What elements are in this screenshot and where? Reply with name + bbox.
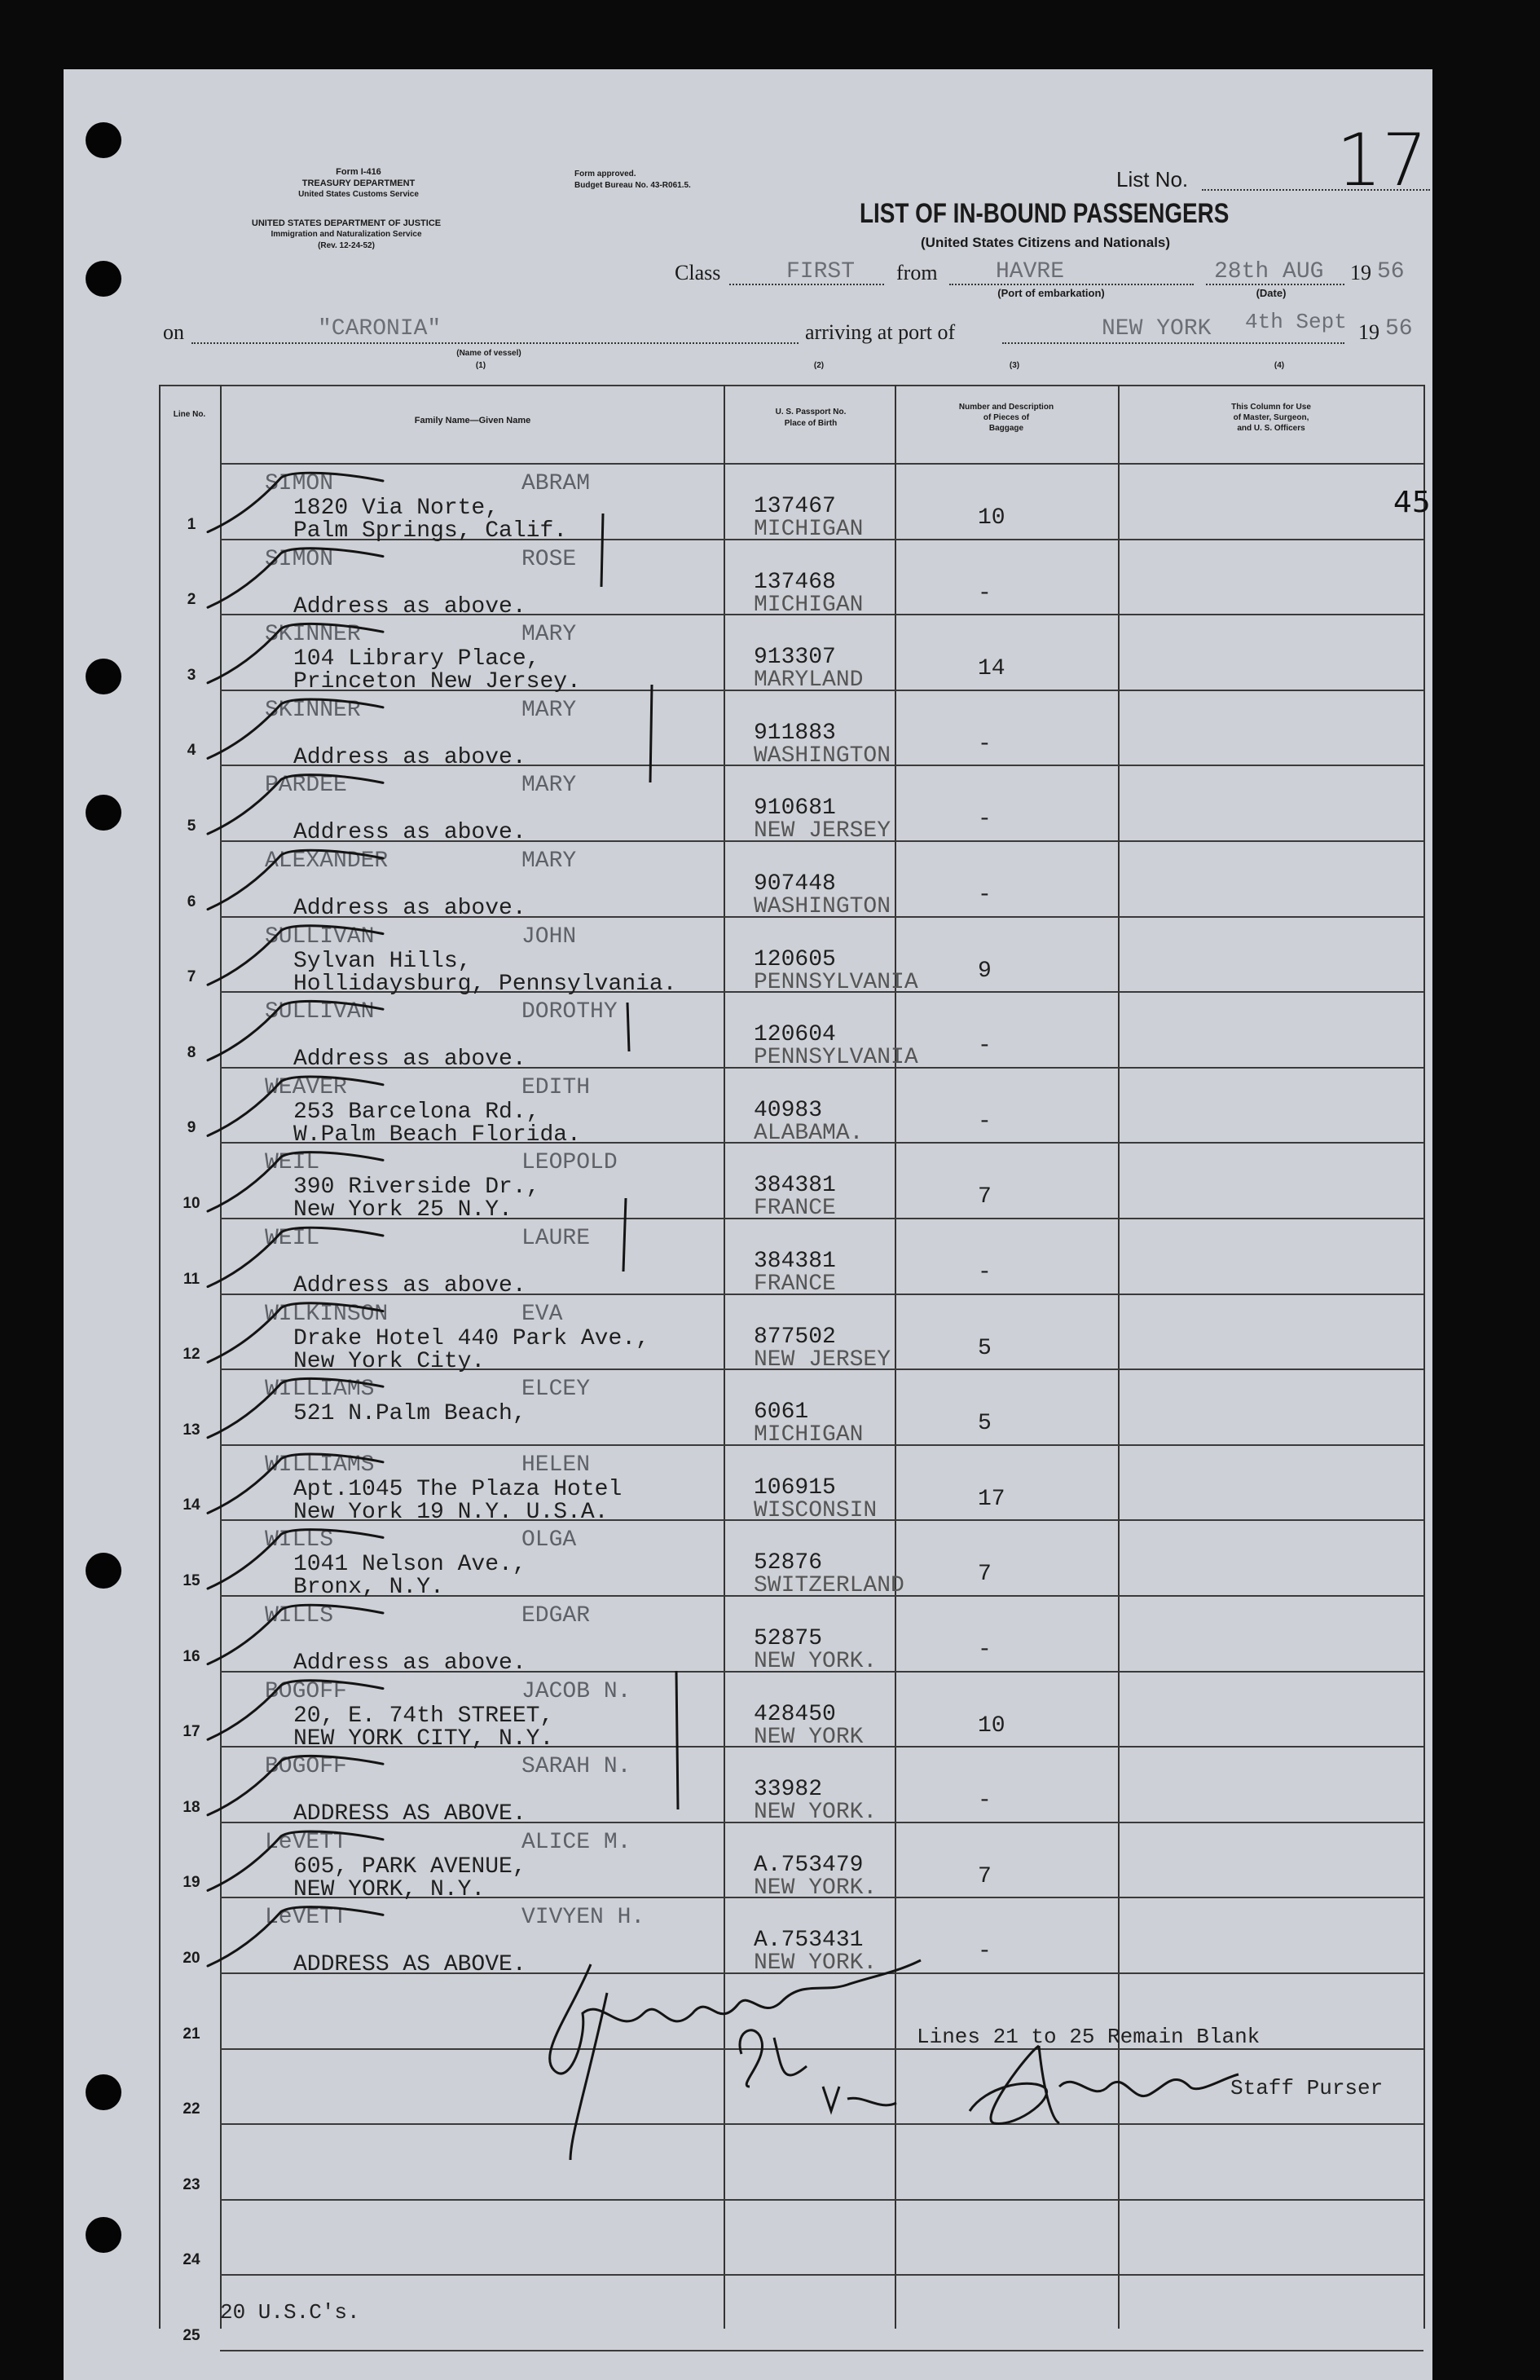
baggage-count: - <box>978 1939 992 1965</box>
line-no-divider <box>220 385 222 2329</box>
date-year-value: 56 <box>1377 259 1405 284</box>
place-of-birth: WASHINGTON <box>754 894 891 919</box>
place-of-birth: MICHIGAN <box>754 1422 864 1448</box>
address-line-2: Address as above. <box>293 593 526 619</box>
address-line-2: Address as above. <box>293 1047 526 1073</box>
from-label: from <box>896 261 938 284</box>
arrival-port: NEW YORK <box>1102 316 1212 342</box>
given-name: JOHN <box>521 923 577 950</box>
family-name: WILLS <box>265 1603 334 1629</box>
header-baggage-3: Baggage <box>988 424 1024 433</box>
justice-dept: UNITED STATES DEPARTMENT OF JUSTICE <box>251 218 442 228</box>
address-line-2: ADDRESS AS ABOVE. <box>293 1952 526 1978</box>
date-value: 28th AUG <box>1214 259 1324 284</box>
line-number: 6 <box>187 892 196 910</box>
customs-service: United States Customs Service <box>298 190 419 199</box>
baggage-count: 5 <box>978 1335 992 1361</box>
baggage-count: - <box>978 580 992 606</box>
baggage-count: - <box>978 1108 992 1135</box>
col3-caption: (3) <box>1009 361 1020 370</box>
family-name: SKINNER <box>265 622 361 648</box>
passport-number: 877502 <box>754 1324 836 1350</box>
family-name: LeVETT <box>265 1905 347 1931</box>
baggage-count: 10 <box>978 1712 1005 1739</box>
place-of-birth: NEW YORK. <box>754 1800 878 1826</box>
family-name: WILLIAMS <box>265 1377 375 1403</box>
line-number: 15 <box>183 1572 200 1589</box>
baggage-count: 7 <box>978 1184 992 1210</box>
given-name: ABRAM <box>521 471 591 496</box>
line-number: 20 <box>183 1950 200 1967</box>
place-of-birth: FRANCE <box>754 1196 836 1222</box>
family-name: SULLIVAN <box>265 999 375 1025</box>
passport-number: 106915 <box>754 1474 836 1501</box>
family-name: ALEXANDER <box>265 848 389 874</box>
form-id: Form I-416 <box>336 167 381 177</box>
list-no-handwritten: 17 <box>1336 118 1428 202</box>
given-name: JACOB N. <box>521 1678 631 1704</box>
binder-hole <box>86 1553 121 1589</box>
given-name: EDGAR <box>521 1603 591 1629</box>
place-of-birth: MICHIGAN <box>754 517 864 542</box>
total-count: 20 U.S.C's. <box>220 2300 360 2325</box>
address-line-2: Address as above. <box>293 820 526 846</box>
address-line-1: 521 N.Palm Beach, <box>293 1401 526 1427</box>
binder-hole <box>86 795 121 831</box>
address-line-2: Address as above. <box>293 896 526 921</box>
vessel-line <box>191 342 799 344</box>
address-line-2: W.Palm Beach Florida. <box>293 1122 581 1148</box>
col4-caption: (4) <box>1274 361 1285 370</box>
from-value: HAVRE <box>996 259 1065 284</box>
given-name: LEOPOLD <box>521 1150 618 1176</box>
address-line-1: 1041 Nelson Ave., <box>293 1552 526 1578</box>
given-name: ELCEY <box>521 1377 591 1403</box>
passport-number: 428450 <box>754 1701 836 1727</box>
baggage-count: 5 <box>978 1411 992 1437</box>
line-number: 24 <box>183 2251 200 2269</box>
given-name: MARY <box>521 773 577 799</box>
row-line <box>220 2350 1423 2351</box>
place-of-birth: WISCONSIN <box>754 1497 878 1523</box>
col1-caption: (1) <box>475 361 486 370</box>
passport-number: 120604 <box>754 1022 836 1048</box>
line-number: 3 <box>187 666 196 684</box>
address-line-2: Palm Springs, Calif. <box>293 518 568 544</box>
header-officers-1: This Column for Use <box>1231 403 1311 412</box>
place-of-birth: NEW JERSEY <box>754 1346 891 1373</box>
passport-col-divider <box>895 385 896 2329</box>
family-name: SKINNER <box>265 697 361 723</box>
family-name: BOGOFF <box>265 1754 347 1780</box>
budget-bureau: Budget Bureau No. 43-R061.5. <box>574 181 691 190</box>
place-of-birth: NEW JERSEY <box>754 818 891 844</box>
line-number: 10 <box>183 1195 200 1212</box>
baggage-count: 7 <box>978 1562 992 1588</box>
name-col-divider <box>724 385 725 2329</box>
address-line-1: 605, PARK AVENUE, <box>293 1853 526 1880</box>
header-line-no: Line No. <box>173 410 206 419</box>
table-top-border <box>159 385 1423 386</box>
header-baggage-2: of Pieces of <box>983 413 1030 422</box>
baggage-count: - <box>978 1034 992 1060</box>
line-number: 21 <box>183 2025 200 2043</box>
binder-hole <box>86 2217 121 2253</box>
line-number: 12 <box>183 1346 200 1364</box>
vessel-name: "CARONIA" <box>318 316 442 342</box>
given-name: SARAH N. <box>521 1754 631 1780</box>
place-of-birth: NEW YORK. <box>754 1875 878 1901</box>
header-name: Family Name—Given Name <box>414 416 531 425</box>
row-line <box>220 2123 1423 2125</box>
line-number: 13 <box>183 1421 200 1439</box>
header-officers-3: and U. S. Officers <box>1237 424 1305 433</box>
given-name: MARY <box>521 848 577 874</box>
place-of-birth: FRANCE <box>754 1272 836 1297</box>
baggage-count: - <box>978 1637 992 1663</box>
family-name: WILKINSON <box>265 1301 389 1327</box>
binder-hole <box>86 122 121 158</box>
line-number: 11 <box>183 1270 200 1288</box>
place-of-birth: WASHINGTON <box>754 743 891 769</box>
line-number: 19 <box>183 1874 200 1892</box>
given-name: ROSE <box>521 546 577 572</box>
family-name: SULLIVAN <box>265 923 375 950</box>
baggage-count: 17 <box>978 1486 1005 1512</box>
passport-number: 137467 <box>754 494 836 519</box>
baggage-count: 10 <box>978 505 1005 531</box>
address-line-1: Apt.1045 The Plaza Hotel <box>293 1476 623 1502</box>
baggage-count: - <box>978 731 992 757</box>
count-handwritten: 45 <box>1393 486 1431 519</box>
form-subtitle: (United States Citizens and Nationals) <box>921 235 1171 250</box>
port-embarkation-caption: (Port of embarkation) <box>997 287 1105 299</box>
from-line <box>949 284 1194 285</box>
place-of-birth: SWITZERLAND <box>754 1573 904 1599</box>
address-line-2: Address as above. <box>293 1273 526 1298</box>
arrival-year-prefix: 19 <box>1358 320 1379 344</box>
baggage-count: - <box>978 1788 992 1814</box>
address-line-2: ADDRESS AS ABOVE. <box>293 1801 526 1827</box>
line-number: 17 <box>183 1723 200 1741</box>
header-officers-2: of Master, Surgeon, <box>1233 413 1309 422</box>
address-line-2: Bronx, N.Y. <box>293 1575 444 1601</box>
line-number: 25 <box>183 2327 200 2344</box>
arrival-line <box>1002 342 1344 344</box>
address-line-2: Address as above. <box>293 744 526 770</box>
family-name: LeVETT <box>265 1829 347 1855</box>
given-name: MARY <box>521 622 577 648</box>
address-line-2: New York City. <box>293 1348 486 1374</box>
place-of-birth: NEW YORK <box>754 1724 864 1750</box>
given-name: DOROTHY <box>521 999 618 1025</box>
arrival-date: 4th Sept <box>1245 310 1347 334</box>
arrival-year-value: 56 <box>1385 316 1413 342</box>
header-birth: Place of Birth <box>784 419 838 428</box>
given-name: ALICE M. <box>521 1829 631 1855</box>
line-number: 7 <box>187 968 196 986</box>
binder-hole <box>86 261 121 297</box>
remain-blank-note: Lines 21 to 25 Remain Blank <box>917 2025 1261 2049</box>
passport-number: 913307 <box>754 645 836 671</box>
line-number: 8 <box>187 1043 196 1061</box>
baggage-count: 14 <box>978 656 1005 682</box>
address-line-2: NEW YORK, N.Y. <box>293 1876 486 1902</box>
row-line <box>220 2199 1423 2201</box>
family-name: PARDEE <box>265 773 347 799</box>
header-passport: U. S. Passport No. <box>775 408 847 416</box>
line-number: 14 <box>183 1496 200 1514</box>
family-name: WILLS <box>265 1527 334 1554</box>
baggage-count: - <box>978 883 992 908</box>
line-number: 9 <box>187 1119 196 1137</box>
passport-number: 6061 <box>754 1399 809 1426</box>
place-of-birth: PENNSYLVANIA <box>754 969 918 995</box>
passport-number: A.753479 <box>754 1852 864 1878</box>
line-number: 2 <box>187 591 196 609</box>
place-of-birth: MICHIGAN <box>754 592 864 618</box>
line-number: 1 <box>187 515 196 533</box>
given-name: MARY <box>521 697 577 723</box>
passport-number: 911883 <box>754 720 836 746</box>
treasury-dept: TREASURY DEPARTMENT <box>301 178 416 188</box>
given-name: EVA <box>521 1301 563 1327</box>
place-of-birth: ALABAMA. <box>754 1120 864 1146</box>
address-line-1: 1820 Via Norte, <box>293 496 499 521</box>
line-number: 23 <box>183 2175 200 2193</box>
date-caption: (Date) <box>1256 287 1287 299</box>
passport-number: 120605 <box>754 946 836 972</box>
passport-number: A.753431 <box>754 1928 864 1954</box>
given-name: OLGA <box>521 1527 577 1554</box>
place-of-birth: MARYLAND <box>754 668 864 694</box>
header-baggage-1: Number and Description <box>958 403 1054 412</box>
passport-number: 907448 <box>754 871 836 897</box>
list-no-label: List No. <box>1116 167 1189 192</box>
address-line-2: New York 25 N.Y. <box>293 1197 513 1223</box>
passport-number: 52876 <box>754 1550 823 1576</box>
binder-hole <box>86 659 121 694</box>
given-name: EDITH <box>521 1074 591 1100</box>
passport-number: 910681 <box>754 796 836 822</box>
address-line-1: Sylvan Hills, <box>293 948 472 974</box>
family-name: SIMON <box>265 471 334 496</box>
line-number: 16 <box>183 1647 200 1665</box>
address-line-1: 390 Riverside Dr., <box>293 1175 540 1201</box>
passport-number: 137468 <box>754 569 836 595</box>
family-name: BOGOFF <box>265 1678 347 1704</box>
baggage-count: 9 <box>978 958 992 984</box>
place-of-birth: NEW YORK. <box>754 1649 878 1674</box>
address-line-2: Address as above. <box>293 1651 526 1676</box>
given-name: HELEN <box>521 1452 591 1478</box>
address-line-2: New York 19 N.Y. U.S.A. <box>293 1499 609 1525</box>
form-title: LIST OF IN-BOUND PASSENGERS <box>860 198 1230 229</box>
header-bottom-border <box>220 463 1423 465</box>
on-label: on <box>163 320 184 344</box>
date-year-prefix: 19 <box>1350 261 1371 284</box>
passport-number: 384381 <box>754 1173 836 1199</box>
passport-number: 33982 <box>754 1777 823 1803</box>
line-number: 4 <box>187 742 196 760</box>
address-line-2: NEW YORK CITY, N.Y. <box>293 1726 554 1752</box>
family-name: WEIL <box>265 1150 320 1176</box>
revision: (Rev. 12-24-52) <box>318 241 375 250</box>
staff-purser-label: Staff Purser <box>1230 2076 1384 2100</box>
row-line <box>220 2274 1423 2276</box>
given-name: VIVYEN H. <box>521 1905 645 1931</box>
family-name: WILLIAMS <box>265 1452 375 1478</box>
binder-hole <box>86 2074 121 2110</box>
passport-number: 384381 <box>754 1249 836 1274</box>
line-number: 18 <box>183 1798 200 1816</box>
baggage-count: 7 <box>978 1863 992 1889</box>
baggage-count: - <box>978 1260 992 1285</box>
address-line-1: 104 Library Place, <box>293 646 540 672</box>
line-number: 5 <box>187 818 196 835</box>
address-line-1: 20, E. 74th STREET, <box>293 1703 554 1729</box>
place-of-birth: PENNSYLVANIA <box>754 1045 918 1071</box>
family-name: WEIL <box>265 1226 320 1251</box>
place-of-birth: NEW YORK. <box>754 1950 878 1977</box>
table-right-border <box>1423 385 1425 2329</box>
col2-caption: (2) <box>813 361 825 370</box>
address-line-2: Princeton New Jersey. <box>293 669 581 695</box>
passport-number: 52875 <box>754 1626 823 1651</box>
arriving-label: arriving at port of <box>805 320 956 344</box>
family-name: WEAVER <box>265 1074 347 1100</box>
line-number: 22 <box>183 2100 200 2118</box>
vessel-caption: (Name of vessel) <box>456 349 521 358</box>
passport-number: 40983 <box>754 1097 823 1123</box>
ins-service: Immigration and Naturalization Service <box>271 230 422 239</box>
family-name: SIMON <box>265 546 334 572</box>
class-value: FIRST <box>786 259 856 284</box>
form-approved: Form approved. <box>574 170 636 178</box>
address-line-1: 253 Barcelona Rd., <box>293 1099 540 1125</box>
class-label: Class <box>675 261 721 284</box>
given-name: LAURE <box>521 1226 591 1251</box>
address-line-2: Hollidaysburg, Pennsylvania. <box>293 971 677 997</box>
table-left-border <box>159 385 161 2329</box>
baggage-count: - <box>978 807 992 833</box>
address-line-1: Drake Hotel 440 Park Ave., <box>293 1325 649 1351</box>
